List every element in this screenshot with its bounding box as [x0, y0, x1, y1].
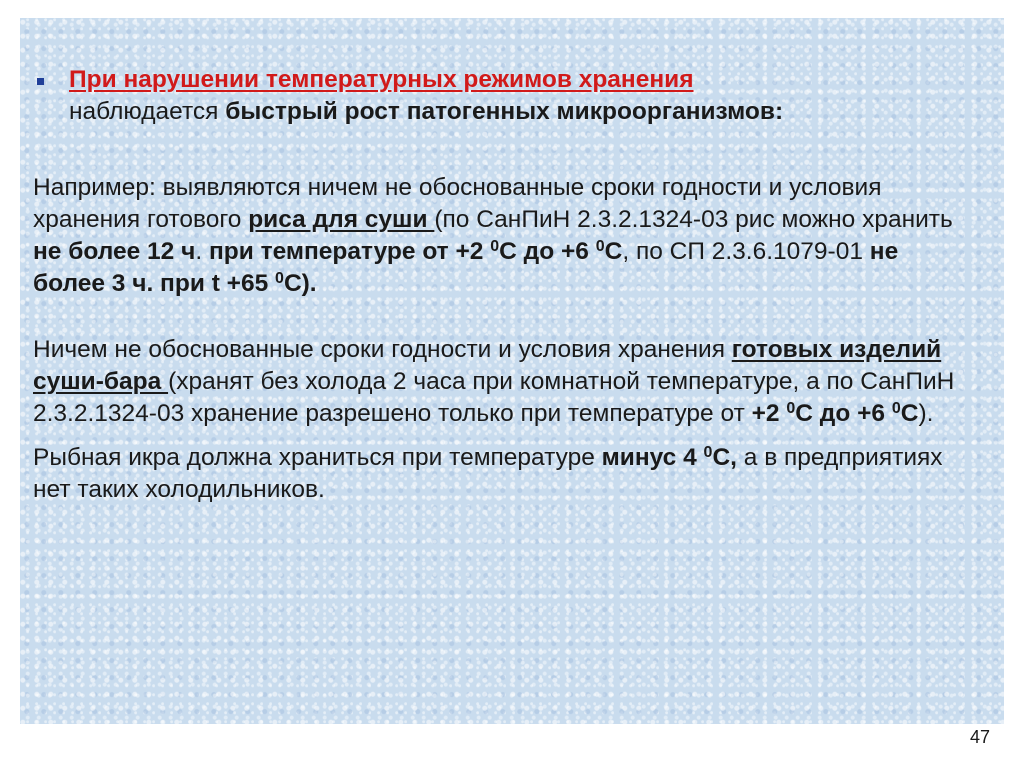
text-span: (хранят без холода 2 часа при комнатной температуре, а по СанПиН 2.3.2.1324-03 хранение разрешено только при температуре от [33, 368, 955, 427]
paragraph-sushi-bar [33, 334, 973, 430]
square-bullet-icon [37, 78, 44, 85]
bold-span: при температуре от +2 [208, 238, 491, 265]
bullet-bold-text: быстрый рост патогенных микроорганизмов: [225, 98, 784, 125]
text-span: (по СанПиН 2.3.2.1324-03 рис можно хранить [434, 206, 953, 233]
page-number: 47 [969, 727, 990, 747]
degree-superscript: 0 [490, 238, 500, 255]
bold-span: С до +6 [499, 238, 596, 265]
degree-superscript: 0 [786, 400, 796, 417]
text-span: а в предприятиях нет таких холодильников. [33, 444, 943, 503]
bold-span: не более 3 ч. при t +65 [33, 238, 899, 297]
bold-span: +2 [751, 400, 787, 427]
text-span: Например: выявляются ничем не обоснованные сроки годности и условия хранения готового [33, 174, 882, 233]
text-span: . [195, 238, 209, 265]
underlined-term: готовых изделий суши-бара [33, 336, 942, 395]
bold-span: С до +6 [795, 400, 892, 427]
bold-span: минус 4 [601, 444, 704, 471]
slide-content [33, 64, 973, 540]
bold-span: С [900, 400, 919, 427]
text-span: ). [918, 400, 934, 427]
bold-span: С [604, 238, 623, 265]
paragraph-fish-roe [33, 442, 973, 506]
bold-span: С, [712, 444, 737, 471]
paragraph-rice [33, 172, 973, 300]
degree-superscript: 0 [703, 444, 713, 461]
bold-span: не более 12 ч [33, 238, 196, 265]
bullet-heading: При нарушении температурных режимов хранения [69, 66, 694, 93]
bullet-text: наблюдается [69, 98, 226, 125]
degree-superscript: 0 [891, 400, 901, 417]
degree-superscript: 0 [595, 238, 605, 255]
bullet-item [33, 64, 973, 128]
text-span: , по СП 2.3.6.1079-01 [622, 238, 870, 265]
bold-span: С). [283, 270, 317, 297]
text-span: Ничем не обоснованные сроки годности и условия хранения [33, 336, 732, 363]
text-span: Рыбная икра должна храниться при температуре [33, 444, 602, 471]
degree-superscript: 0 [275, 270, 284, 287]
underlined-term: риса для суши [248, 206, 435, 233]
